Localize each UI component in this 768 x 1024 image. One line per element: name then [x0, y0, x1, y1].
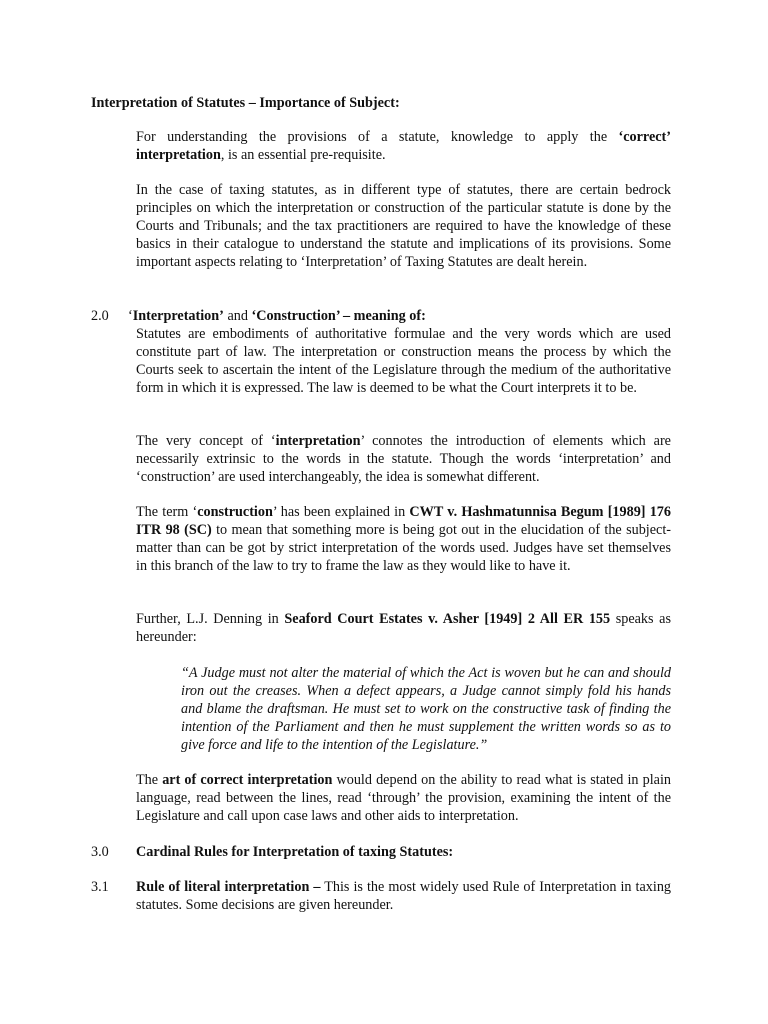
text: The term ‘: [136, 504, 198, 520]
section-heading-3-0: Cardinal Rules for Interpretation of taxing Statutes:: [136, 844, 454, 860]
denning-quote: “A Judge must not alter the material of which the Act is woven but he can and should iron out the creases. When a defect appears, a Judge cannot simply fold his hands and blame the draftsman. He must set to work on the constructive task of finding the intention of the Parliament and then he must supplement the written words so as to give force and life to the intention of the Legislature.”: [181, 665, 671, 753]
section-2-paragraph-1: Statutes are embodiments of authoritative formulae and the very words which are used constitute part of law. The interpretation or construction means the process by which the Courts seek to ascertain the intent of the Legislature through the medium of the authoritative form in which it is expressed. The law is deemed to be what the Court interprets it to be.: [136, 326, 671, 396]
bold-term: Rule of literal interpretation –: [136, 879, 321, 895]
text: For understanding the provisions of a statute, knowledge to apply the: [136, 129, 619, 145]
section-number-3-1: 3.1: [91, 879, 109, 895]
section-number-2-0: 2.0: [91, 308, 109, 324]
text: ‘: [128, 308, 133, 324]
section-number-3-0: 3.0: [91, 844, 109, 860]
intro-paragraph-2: In the case of taxing statutes, as in different type of statutes, there are certain bedrock principles on which the interpretation or construction of the particular statute is done by the Courts and Tribunals; and the tax practitioners are required to have the knowledge of these basics in their catalogue to understand the statute and implications of its provisions. Some important aspects relating to ‘Interpretation’ of Taxing Statutes are dealt herein.: [136, 182, 671, 270]
section-2-paragraph-4: [136, 610, 671, 646]
text: The very concept of ‘: [136, 433, 276, 449]
section-2-paragraph-3: [136, 503, 671, 575]
bold-term: interpretation: [275, 433, 361, 449]
text: ’ connotes the introduction of elements which are necessarily extrinsic to the words in the statute. Though the words ‘interpretation’ and ‘construction’ are used interchangeably, the idea is somewhat different.: [136, 433, 671, 485]
section-heading-2-0: [128, 307, 673, 325]
text: This is the most widely used Rule of Interpretation in taxing statutes. Some decisions are given hereunder.: [136, 879, 672, 913]
bold-term: Interpretation’: [132, 308, 224, 324]
text: would depend on the ability to read what is stated in plain language, read between the lines, read ‘through’ the provision, examining the intent of the Legislature and call upon case laws and other aids to interpretation.: [136, 772, 671, 824]
text: Further, L.J. Denning in: [136, 611, 285, 627]
text: ’ has been explained in: [272, 504, 410, 520]
intro-paragraph-1: [136, 128, 671, 164]
text: speaks as hereunder:: [136, 611, 671, 645]
text: and: [223, 308, 252, 324]
text: , is an essential pre-requisite.: [220, 147, 386, 163]
section-3-1-paragraph: [136, 878, 671, 914]
section-2-paragraph-5: [136, 771, 671, 825]
bold-term: construction: [197, 504, 273, 520]
text: to mean that something more is being got out in the elucidation of the subject-matter than can be got by strict interpretation of the words used. Judges have set themselves in this branch of the law to try to frame the law as they would like to have it.: [136, 522, 671, 574]
bold-term: ‘Construction’ – meaning of:: [251, 308, 426, 324]
case-citation: CWT v. Hashmatunnisa Begum [1989] 176 ITR 98 (SC): [136, 504, 671, 538]
document-title: Interpretation of Statutes – Importance of Subject:: [91, 95, 400, 111]
case-citation: Seaford Court Estates v. Asher [1949] 2 All ER 155: [284, 611, 611, 627]
section-2-paragraph-2: [136, 432, 671, 486]
text: The: [136, 772, 163, 788]
bold-term: art of correct interpretation: [162, 772, 333, 788]
bold-term: ‘correct’ interpretation: [136, 129, 671, 163]
